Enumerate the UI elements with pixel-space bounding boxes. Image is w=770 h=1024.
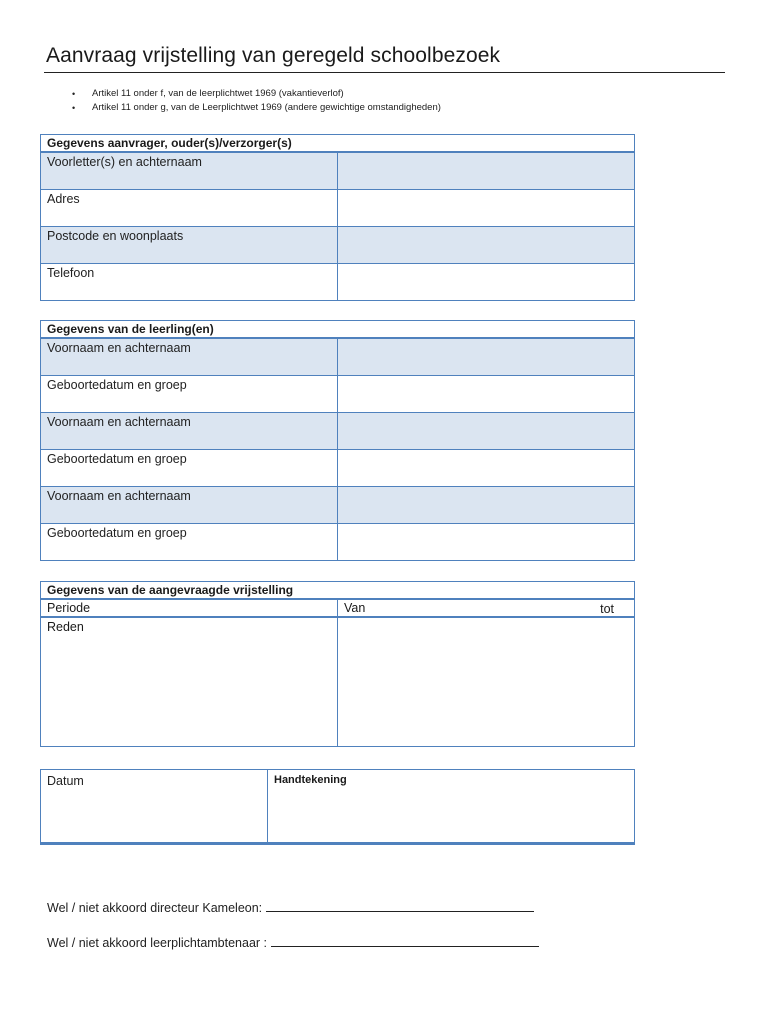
phone-field[interactable] <box>338 264 635 301</box>
bullet-icon: • <box>72 103 76 113</box>
attendance-officer-approval-label: Wel / niet akkoord leerplichtambtenaar : <box>47 936 271 950</box>
title-divider <box>44 72 725 73</box>
van-label: Van <box>344 601 366 615</box>
table-row <box>41 376 635 413</box>
handtekening-label: Handtekening <box>274 774 347 786</box>
table-row <box>41 190 635 227</box>
period-detail-field[interactable] <box>338 617 635 747</box>
table-row <box>41 599 635 617</box>
student-name-field[interactable] <box>338 487 635 524</box>
phone-label: Telefoon <box>41 264 338 301</box>
director-approval <box>47 899 534 915</box>
list-item <box>72 87 441 101</box>
signature-field[interactable] <box>268 770 635 844</box>
aanvrager-header: Gegevens aanvrager, ouder(s)/verzorger(s) <box>41 135 635 153</box>
birthdate-group-label: Geboortedatum en groep <box>41 376 338 413</box>
table-row <box>41 338 635 376</box>
leerling-header: Gegevens van de leerling(en) <box>41 321 635 339</box>
bullet-icon: • <box>72 89 76 99</box>
student-name-label: Voornaam en achternaam <box>41 338 338 376</box>
address-label: Adres <box>41 190 338 227</box>
table-row <box>41 487 635 524</box>
leerling-table <box>40 320 635 561</box>
director-approval-label: Wel / niet akkoord directeur Kameleon: <box>47 901 266 915</box>
attendance-officer-approval <box>47 934 539 950</box>
table-row <box>41 152 635 190</box>
page-title: Aanvraag vrijstelling van geregeld schoolbezoek <box>46 44 501 67</box>
student-name-field[interactable] <box>338 413 635 450</box>
address-field[interactable] <box>338 190 635 227</box>
list-item <box>72 101 441 115</box>
table-row <box>41 770 635 844</box>
postcode-label: Postcode en woonplaats <box>41 227 338 264</box>
student-name-label: Voornaam en achternaam <box>41 413 338 450</box>
tot-label: tot <box>600 602 614 616</box>
aanvrager-table <box>40 134 635 301</box>
reden-cell[interactable] <box>41 617 338 747</box>
datum-field[interactable] <box>41 770 268 844</box>
birthdate-group-label: Geboortedatum en groep <box>41 524 338 561</box>
postcode-field[interactable] <box>338 227 635 264</box>
attendance-officer-signature-line[interactable] <box>271 934 539 947</box>
birthdate-group-label: Geboortedatum en groep <box>41 450 338 487</box>
student-name-field[interactable] <box>338 338 635 376</box>
table-row <box>41 227 635 264</box>
periode-label: Periode <box>41 599 338 617</box>
table-row <box>41 617 635 747</box>
bullet-text: Artikel 11 onder g, van de Leerplichtwet 1969 (andere gewichtige omstandigheden) <box>92 102 441 113</box>
bullet-list <box>72 87 441 115</box>
table-row <box>41 413 635 450</box>
vrijstelling-header: Gegevens van de aangevraagde vrijstelling <box>41 582 635 600</box>
table-row <box>41 264 635 301</box>
student-name-label: Voornaam en achternaam <box>41 487 338 524</box>
bullet-text: Artikel 11 onder f, van de leerplichtwet 1969 (vakantieverlof) <box>92 88 344 99</box>
table-row <box>41 450 635 487</box>
birthdate-group-field[interactable] <box>338 524 635 561</box>
reden-label: Reden <box>47 620 84 634</box>
name-label: Voorletter(s) en achternaam <box>41 152 338 190</box>
name-field[interactable] <box>338 152 635 190</box>
birthdate-group-field[interactable] <box>338 376 635 413</box>
birthdate-group-field[interactable] <box>338 450 635 487</box>
table-row <box>41 524 635 561</box>
vrijstelling-table <box>40 581 635 747</box>
period-field[interactable] <box>338 599 635 617</box>
signature-table <box>40 769 635 845</box>
director-signature-line[interactable] <box>266 899 534 912</box>
datum-label: Datum <box>47 774 84 788</box>
